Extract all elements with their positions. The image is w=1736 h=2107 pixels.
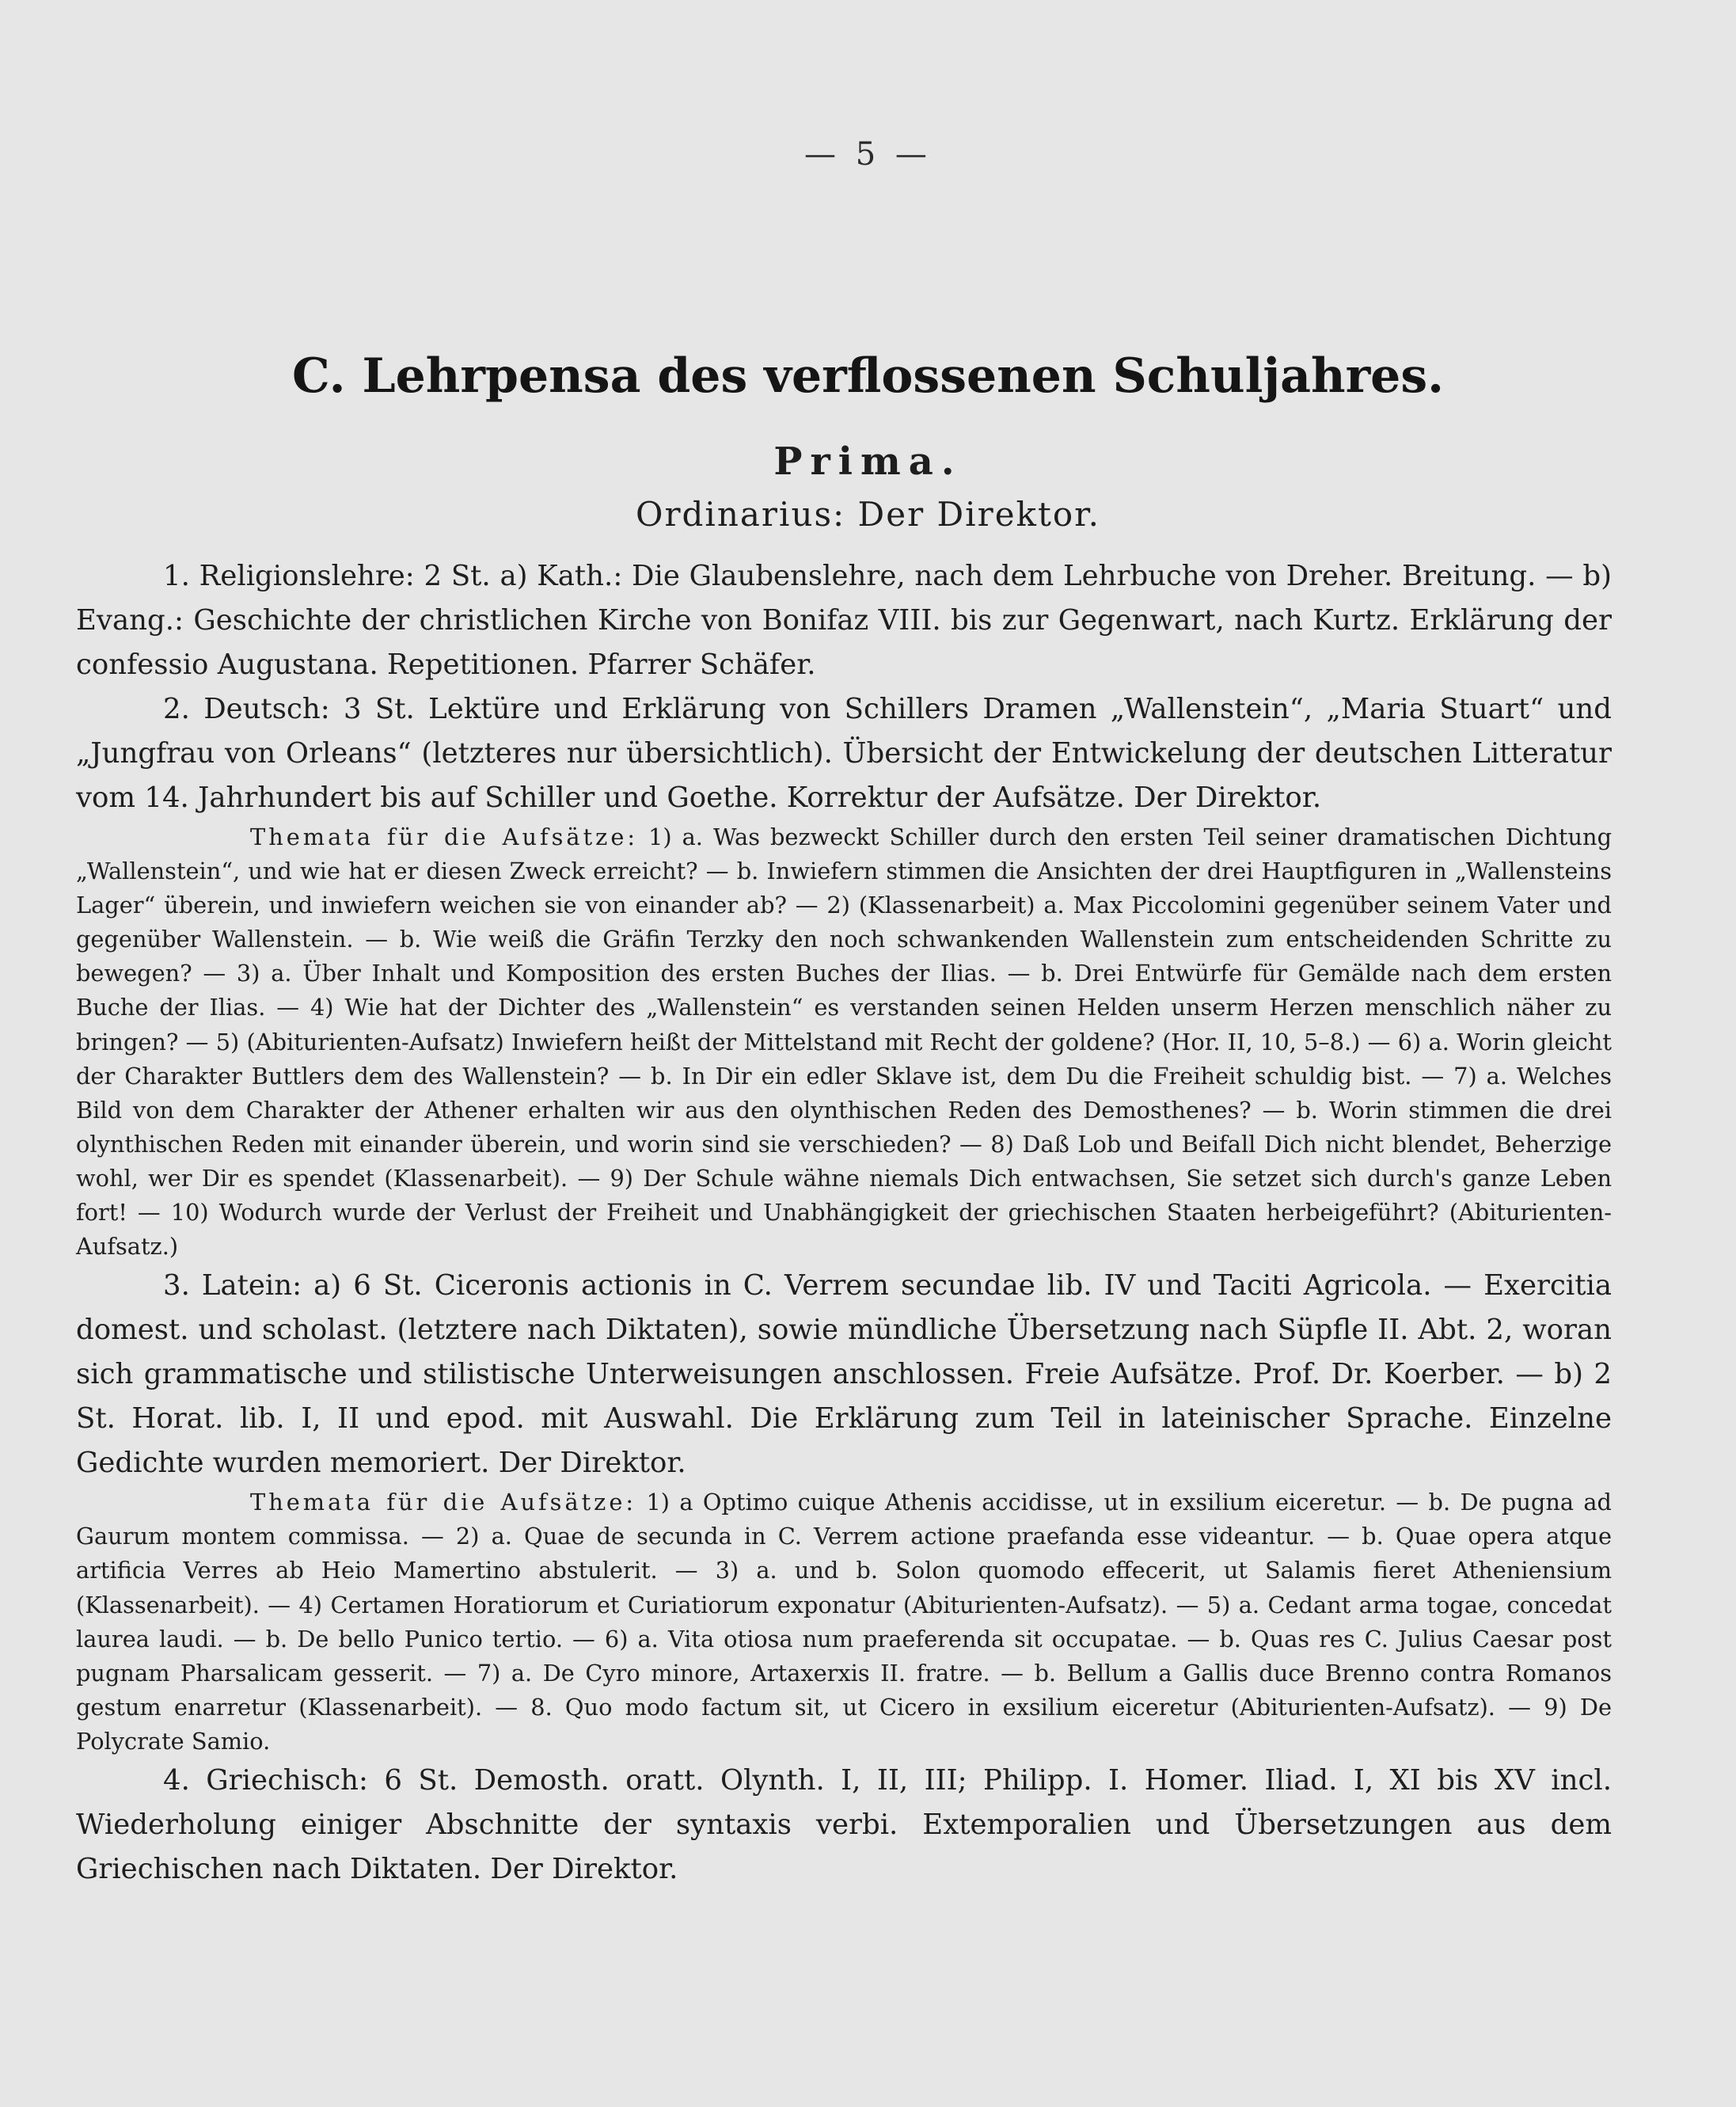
class-heading: Prima. — [773, 439, 963, 484]
themes-label: Themata für die Aufsätze: — [250, 1489, 637, 1516]
german-essay-themes — [76, 820, 1612, 1264]
themes-label: Themata für die Aufsätze: — [250, 823, 639, 850]
subject-greek: 4. Griechisch: 6 St. Demosth. oratt. Olynth. I, II, III; Philipp. I. Homer. Iliad. I, XI bis XV incl. Wiederholung einiger Abschnitte der syntaxis verbi. Extemporalien und Übersetzungen aus dem Griechischen nach Diktaten. Der Direktor. — [76, 1763, 1612, 1885]
document-body — [76, 554, 1612, 1892]
ordinarius-line: Ordinarius: Der Direktor. — [636, 495, 1100, 534]
subject-latin: 3. Latein: a) 6 St. Ciceronis actionis in C. Verrem secundae lib. IV und Taciti Agricola. — Exercitia domest. und scholast. (letztere nach Diktaten), sowie mündliche Übersetzung nach Süpfle II. Abt. 2, woran sich grammatische und stilistische Unterweisungen anschlossen. Freie Aufsätze. Prof. Dr. Koerber. — b) 2 St. Horat. lib. I, II und epod. mit Auswahl. Die Erklärung zum Teil in lateinischer Sprache. Einzelne Gedichte wurden memoriert. Der Direktor. — [76, 1269, 1612, 1480]
themes-text: 1) a. Was bezweckt Schiller durch den ersten Teil seiner dramatischen Dichtung „Wallenstein“, und wie hat er diesen Zweck erreicht? — b. Inwiefern stimmen die Ansichten der drei Hauptfiguren in „Wallensteins Lager“ überein, und inwiefern weichen sie von einander ab? — 2) (Klassenarbeit) a. Max Piccolomini gegenüber seinem Vater und gegenüber Wallenstein. — b. Wie weiß die Gräfin Terzky den noch schwankenden Wallenstein zum entscheidenden Schritte zu bewegen? — 3) a. Über Inhalt und Komposition des ersten Buches der Ilias. — b. Drei Entwürfe für Gemälde nach dem ersten Buche der Ilias. — 4) Wie hat der Dichter des „Wallenstein“ es verstanden seinen Helden unserm Herzen menschlich näher zu bringen? — 5) (Abiturienten-Aufsatz) Inwiefern heißt der Mittelstand mit Recht der goldene? (Hor. II, 10, 5–8.) — 6) a. Worin gleicht der Charakter Buttlers dem des Wallenstein? — b. In Dir ein edler Sklave ist, dem Du die Freiheit schuldig bist. — 7) a. Welches Bild von dem Charakter der Athener erhalten wir aus den olynthischen Reden des Demosthenes? — b. Worin stimmen die drei olynthischen Reden mit einander überein, und worin sind sie verschieden? — 8) Daß Lob und Beifall Dich nicht blendet, Beherzige wohl, wer Dir es spendet (Klassenarbeit). — 9) Der Schule wähne niemals Dich entwachsen, Sie setzet sich durch's ganze Leben fort! — 10) Wodurch wurde der Verlust der Freiheit und Unabhängigkeit der griechischen Staaten herbeigeführt? (Abiturienten-Aufsatz.) — [76, 823, 1612, 1261]
subject-religion: 1. Religionslehre: 2 St. a) Kath.: Die Glaubenslehre, nach dem Lehrbuche von Dreher. Breitung. — b) Evang.: Geschichte der christlichen Kirche von Bonifaz VIII. bis zur Gegenwart, nach Kurtz. Erklärung der confessio Augustana. Repetitionen. Pfarrer Schäfer. — [76, 560, 1612, 681]
latin-essay-themes — [76, 1485, 1612, 1759]
subject-german: 2. Deutsch: 3 St. Lektüre und Erklärung von Schillers Dramen „Wallenstein“, „Maria Stuart“ und „Jungfrau von Orleans“ (letzteres nur übersichtlich). Übersicht der Entwickelung der deutschen Litteratur vom 14. Jahrhundert bis auf Schiller und Goethe. Korrektur der Aufsätze. Der Direktor. — [76, 693, 1612, 814]
section-title: C. Lehrpensa des verflossenen Schuljahres. — [291, 348, 1445, 404]
themes-text: 1) a Optimo cuique Athenis accidisse, ut in exsilium eiceretur. — b. De pugna ad Gaurum montem commissa. — 2) a. Quae de secunda in C. Verrem actione praefanda esse videantur. — b. Quae opera atque artificia Verres ab Heio Mamertino abstulerit. — 3) a. und b. Solon quomodo effecerit, ut Salamis fieret Atheniensium (Klassenarbeit). — 4) Certamen Horatiorum et Curiatiorum exponatur (Abiturienten-Aufsatz). — 5) a. Cedant arma togae, concedat laurea laudi. — b. De bello Punico tertio. — 6) a. Vita otiosa num praeferenda sit occupatae. — b. Quas res C. Julius Caesar post pugnam Pharsalicam gesserit. — 7) a. De Cyro minore, Artaxerxis II. fratre. — b. Bellum a Gallis duce Brenno contra Romanos gestum enarretur (Klassenarbeit). — 8. Quo modo factum sit, ut Cicero in exsilium eiceretur (Abiturienten-Aufsatz). — 9) De Polycrate Samio. — [76, 1489, 1612, 1755]
page-number: — 5 — — [804, 136, 932, 173]
